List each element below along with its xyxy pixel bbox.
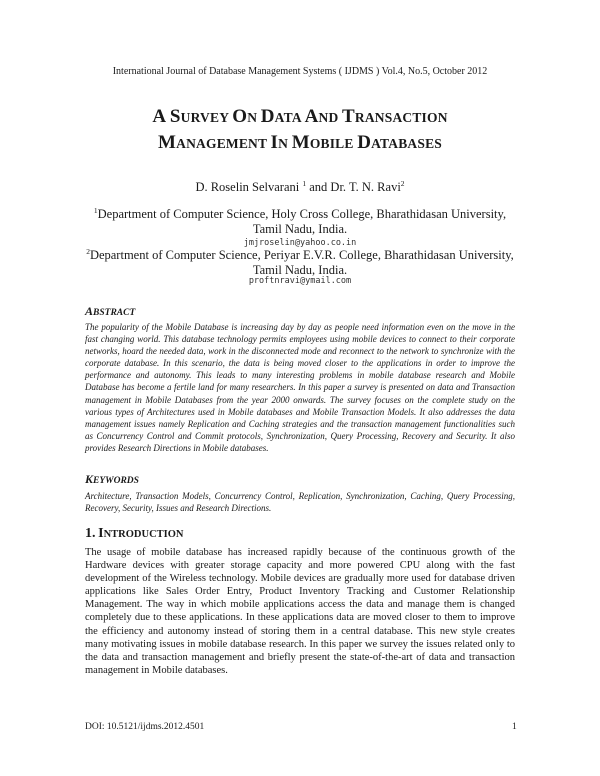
paper-title-line-1 [60, 106, 540, 128]
keywords-text: Architecture, Transaction Models, Concurrency Control, Replication, Synchronization, Caching, Query Processing, Recovery, Security, Issues and Research Directions. [85, 491, 515, 514]
title-letter: D [357, 132, 372, 153]
title-letter: S [169, 106, 181, 127]
title-letter: A [152, 106, 167, 127]
title-letter: I [270, 132, 279, 153]
page-number: 1 [512, 722, 517, 732]
affiliation-1-line-1 [40, 207, 560, 222]
title-letter: M [158, 132, 177, 153]
author-name: D. Roselin Selvarani [195, 180, 300, 194]
section-number: 1. [85, 526, 96, 541]
heading-letter: I [98, 526, 104, 541]
author-superscript: 1 [302, 179, 307, 188]
title-word-rest: N [278, 136, 289, 151]
title-word-rest: RANSACTION [354, 110, 448, 125]
affiliation-1-email: jmjroselin@yahoo.co.in [243, 238, 357, 248]
title-letter: D [260, 106, 275, 127]
heading-letter: K [85, 472, 94, 486]
paper-title-line-2 [60, 132, 540, 154]
title-letter: M [291, 132, 310, 153]
heading-rest: BSTRACT [93, 308, 136, 318]
abstract-text: The popularity of the Mobile Database is increasing day by day as people need information even on the move in the fast changing world. This database technology permits employees using mobile devices to connect to their corporate networks, hoard the needed data, work in the disconnected mode and reconnect to the network to synchronize with the corporate database. In this scenario, the data is being moved closer to the applications in order to improve the performance and autonomy. This leads to many interesting problems in mobile database research and Mobile Database has become a fertile land for many researchers. In this paper a survey is presented on data and Transaction management in Mobile Databases from the year 2000 onwards. The survey focuses on the complete study on the various types of Architectures used in Mobile databases and Mobile Transaction Models. It also addresses the data management issues namely Replication and Caching strategies and the transaction management functionalities such as Concurrency Control and Commit protocols, Synchronization, Query Processing, Recovery and Security. It also provides Research Directions in Mobile databases. [85, 322, 515, 453]
affiliation-superscript: 2 [86, 247, 90, 256]
introduction-text: The usage of mobile database has increased rapidly because of the continuous growth of the Hardware devices with greater storage capacity and more powered CPU along with the fast development of the Wireless technology. Mobile devices are gradually more used for database driven applications like Sales Order Entry, Product Inventory Tracking and Customer Relationship Management. The way in which mobile applications access the data and manage them is changed completely due to these applications. In these applications data are moved closer to them to improve the efficiency and autonomy instead of storing them in a central database. This new style creates many motivating issues in mobile database research. In this paper we survey the issues related only to the data and transaction management and briefly present the state-of-the-art of data and transaction management in Mobile databases. [85, 547, 515, 676]
heading-letter: A [85, 304, 94, 318]
affiliation-text: Department of Computer Science, Periyar E.V.R. College, Bharathidasan University, [89, 248, 514, 262]
title-word-rest: N [247, 110, 258, 125]
journal-header: International Journal of Database Management Systems ( IJDMS ) Vol.4, No.5, October 2012 [112, 66, 488, 77]
affiliation-1-line-2: Tamil Nadu, India. [252, 222, 348, 236]
title-word-rest: OBILE [309, 136, 354, 151]
abstract-heading [85, 304, 135, 319]
affiliation-superscript: 1 [93, 206, 98, 215]
affiliation-2-line-2: Tamil Nadu, India. [252, 263, 348, 277]
title-letter: T [342, 106, 355, 127]
title-word-rest: ANAGEMENT [176, 136, 267, 151]
doi-footer: DOI: 10.5121/ijdms.2012.4501 [85, 722, 205, 732]
heading-rest: NTRODUCTION [103, 529, 184, 540]
title-word-rest: ATABASES [371, 136, 442, 151]
introduction-heading [85, 526, 184, 542]
title-word-rest: URVEY [180, 110, 229, 125]
author-superscript: 2 [400, 179, 405, 188]
author-conjunction: and Dr. T. N. Ravi [309, 180, 401, 194]
affiliation-2-email: proftnravi@ymail.com [248, 276, 352, 286]
title-letter: O [232, 106, 248, 127]
affiliation-2-line-1 [40, 248, 560, 263]
keywords-heading [85, 472, 139, 487]
heading-rest: EYWORDS [93, 476, 139, 486]
title-letter: A [304, 106, 319, 127]
affiliation-text: Department of Computer Science, Holy Cross College, Bharathidasan University, [97, 207, 507, 221]
title-word-rest: ND [318, 110, 339, 125]
title-word-rest: ATA [274, 110, 302, 125]
author-line [0, 180, 600, 195]
